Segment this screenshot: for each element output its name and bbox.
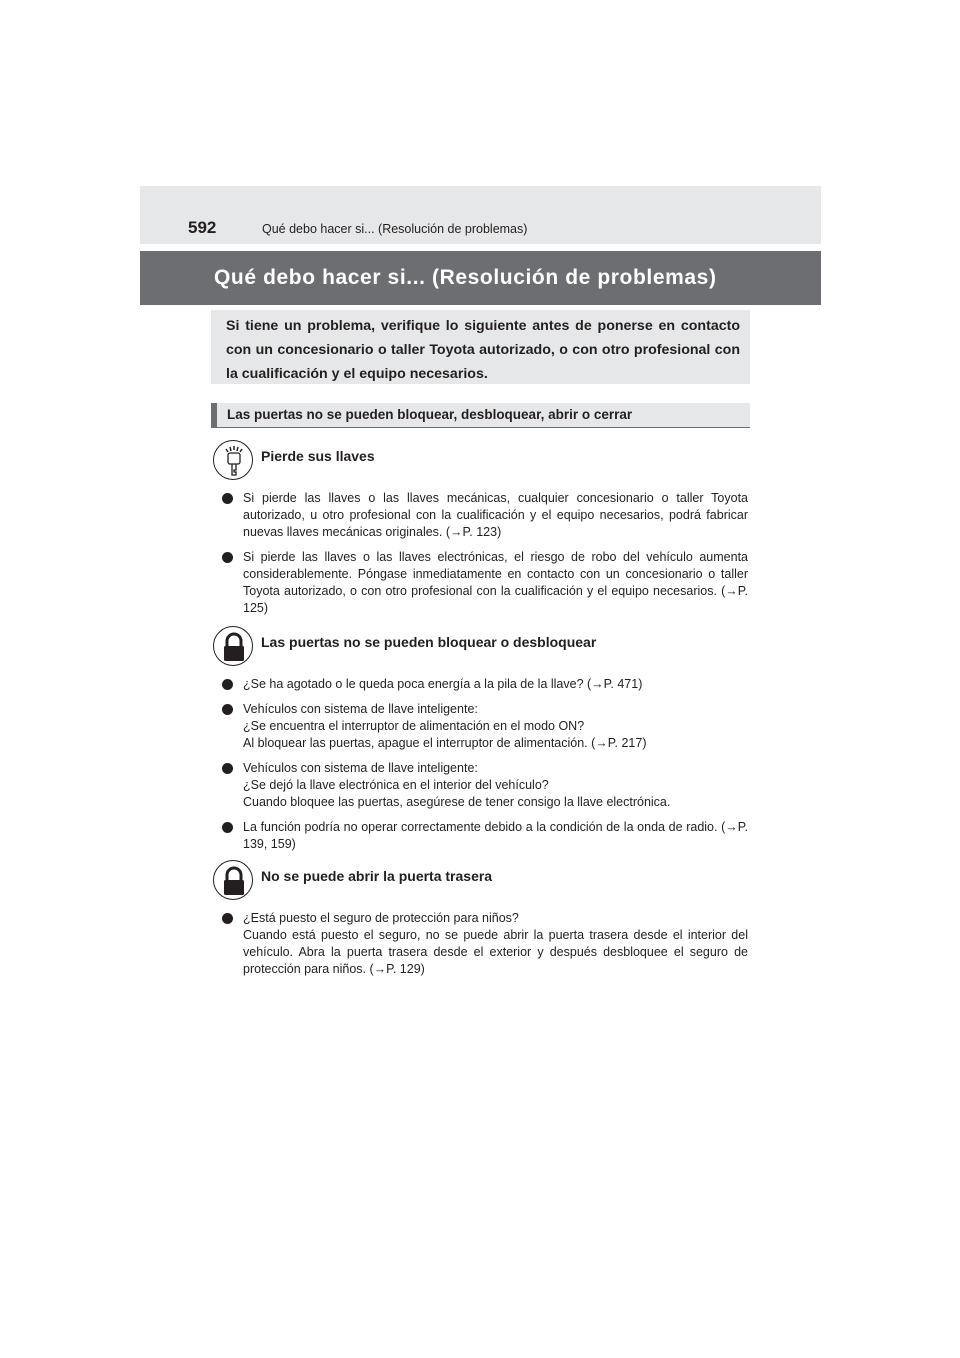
bullet-icon (222, 679, 233, 690)
intro-text: Si tiene un problema, verifique lo siguiente antes de ponerse en contacto con un concesionario o taller Toyota autorizado, o con otro profesional con la cualificación y el equipo necesarios. (226, 318, 740, 382)
key-icon (213, 440, 253, 480)
list-item: Vehículos con sistema de llave inteligente: ¿Se dejó la llave electrónica en el interior del vehículo? Cuando bloquee las puertas, asegúrese de tener consigo la llave electrónica. (222, 760, 748, 811)
bullet-icon (222, 763, 233, 774)
intro-box (211, 310, 750, 384)
subsection-title: Pierde sus llaves (261, 448, 375, 464)
subsection-lock-unlock (213, 626, 750, 670)
list-item: ¿Está puesto el seguro de protección para niños? Cuando está puesto el seguro, no se puede abrir la puerta trasera desde el interior del vehículo. Abra la puerta trasera desde el exterior y después desbloquee el seguro de protección para niños. (→P. 129) (222, 910, 748, 978)
list-item: Vehículos con sistema de llave inteligente: ¿Se encuentra el interruptor de alimentación en el modo ON? Al bloquear las puertas, apague el interruptor de alimentación. (→P. 217) (222, 701, 748, 752)
page-title: Qué debo hacer si... (Resolución de problemas) (214, 266, 717, 289)
section-heading: Las puertas no se pueden bloquear, desbloquear, abrir o cerrar (211, 403, 750, 428)
subsection-title: No se puede abrir la puerta trasera (261, 868, 493, 884)
bullet-icon (222, 493, 233, 504)
list-item: Si pierde las llaves o las llaves mecánicas, cualquier concesionario o taller Toyota autorizado, u otro profesional con la cualificación y el equipo necesarios, podrá fabricar nuevas llaves mecánicas originales. (→P. 123) (222, 490, 748, 541)
bullet-list-rear-door (222, 910, 748, 986)
page-number: 592 (188, 218, 217, 237)
padlock-icon (213, 626, 253, 666)
bullet-list-lost-keys (222, 490, 748, 625)
subsection-rear-door (213, 860, 750, 904)
bullet-icon (222, 822, 233, 833)
subsection-title: Las puertas no se pueden bloquear o desbloquear (261, 634, 597, 650)
bullet-icon (222, 704, 233, 715)
list-item: ¿Se ha agotado o le queda poca energía a la pila de la llave? (→P. 471) (222, 676, 748, 693)
bullet-icon (222, 552, 233, 563)
running-head: Qué debo hacer si... (Resolución de problemas) (262, 222, 528, 236)
list-item: La función podría no operar correctamente debido a la condición de la onda de radio. (→P. 139, 159) (222, 819, 748, 853)
list-item: Si pierde las llaves o las llaves electrónicas, el riesgo de robo del vehículo aumenta considerablemente. Póngase inmediatamente en contacto con un concesionario o taller Toyota autorizado, o con otro profesional con la cualificación y el equipo necesarios. (→P. 125) (222, 549, 748, 617)
padlock-icon (213, 860, 253, 900)
bullet-list-lock-unlock (222, 676, 748, 861)
subsection-lost-keys (213, 440, 750, 484)
bullet-icon (222, 913, 233, 924)
